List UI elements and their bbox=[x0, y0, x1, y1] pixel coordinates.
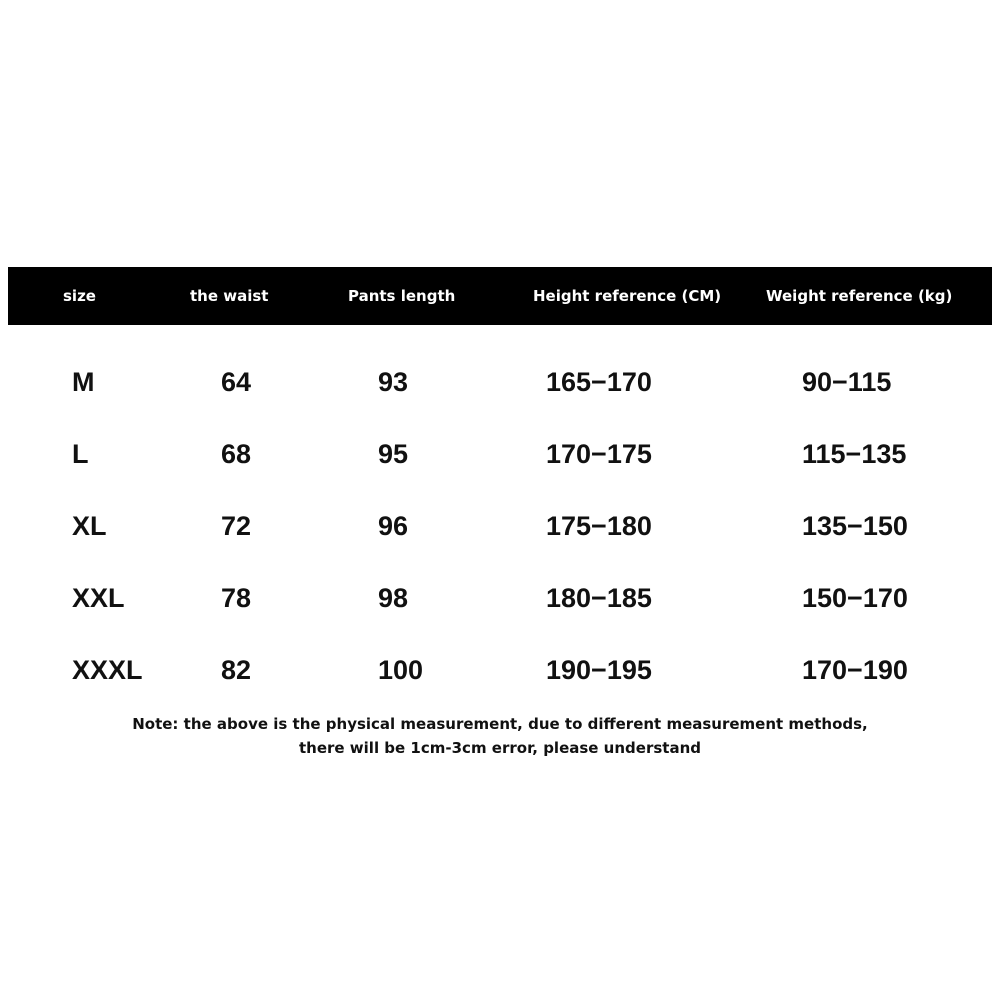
cell-pants-length: 93 bbox=[378, 367, 409, 397]
cell-weight: 170−190 bbox=[802, 655, 908, 685]
table-header bbox=[8, 267, 992, 325]
cell-waist: 64 bbox=[221, 367, 252, 397]
header-pants-length: Pants length bbox=[348, 287, 456, 305]
cell-size: XL bbox=[72, 511, 107, 541]
cell-weight: 90−115 bbox=[802, 367, 892, 397]
cell-waist: 82 bbox=[221, 655, 252, 685]
cell-height: 165−170 bbox=[546, 367, 652, 397]
header-weight-reference: Weight reference (kg) bbox=[766, 287, 953, 305]
note-line-1: Note: the above is the physical measurement, due to different measurement methods, bbox=[132, 715, 868, 733]
table-row bbox=[0, 650, 1000, 690]
cell-weight: 115−135 bbox=[802, 439, 907, 469]
table-row bbox=[0, 434, 1000, 474]
table-row bbox=[0, 362, 1000, 402]
cell-weight: 135−150 bbox=[802, 511, 908, 541]
cell-height: 170−175 bbox=[546, 439, 652, 469]
header-height-reference: Height reference (CM) bbox=[533, 287, 722, 305]
measurement-note bbox=[0, 712, 1000, 760]
header-waist: the waist bbox=[190, 287, 269, 305]
note-line-2: there will be 1cm-3cm error, please understand bbox=[298, 739, 701, 757]
cell-height: 180−185 bbox=[546, 583, 652, 613]
cell-waist: 68 bbox=[221, 439, 252, 469]
cell-size: XXL bbox=[72, 583, 125, 613]
cell-pants-length: 95 bbox=[378, 439, 409, 469]
table-row bbox=[0, 578, 1000, 618]
header-size: size bbox=[63, 287, 96, 305]
table-row bbox=[0, 506, 1000, 546]
cell-pants-length: 100 bbox=[378, 655, 424, 685]
cell-waist: 78 bbox=[221, 583, 252, 613]
cell-pants-length: 96 bbox=[378, 511, 409, 541]
cell-size: XXXL bbox=[72, 655, 143, 685]
cell-size: M bbox=[72, 367, 95, 397]
cell-size: L bbox=[72, 439, 89, 469]
cell-height: 175−180 bbox=[546, 511, 652, 541]
cell-weight: 150−170 bbox=[802, 583, 908, 613]
cell-pants-length: 98 bbox=[378, 583, 409, 613]
cell-waist: 72 bbox=[221, 511, 252, 541]
cell-height: 190−195 bbox=[546, 655, 652, 685]
